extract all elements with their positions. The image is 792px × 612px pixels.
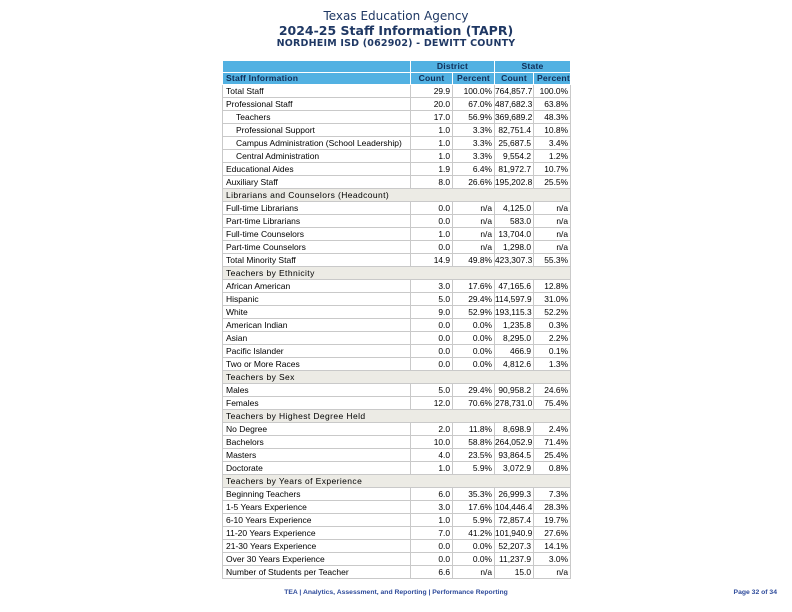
row-label: Teachers: [223, 111, 411, 124]
section-label: Teachers by Highest Degree Held: [223, 410, 571, 423]
section-label: Teachers by Years of Experience: [223, 475, 571, 488]
table-row: [223, 163, 571, 176]
row-label: Bachelors: [223, 436, 411, 449]
row-value: 29.4%: [453, 384, 495, 397]
row-value: 14.9: [411, 254, 453, 267]
row-value: 0.0%: [453, 358, 495, 371]
row-value: 104,446.4: [495, 502, 533, 512]
row-value: 195,202.8: [495, 177, 533, 187]
section-row: [223, 410, 571, 423]
row-value: 15.0: [495, 566, 534, 579]
table-row: [223, 85, 571, 98]
row-label: Asian: [223, 332, 411, 345]
row-value: 0.0%: [453, 553, 495, 566]
row-label: 21-30 Years Experience: [223, 540, 411, 553]
row-value: 583.0: [495, 215, 534, 228]
row-value: 7.0: [411, 527, 453, 540]
row-value: 13,704.0: [495, 228, 534, 241]
row-value: 31.0%: [534, 293, 571, 306]
row-value: 93,864.5: [495, 449, 534, 462]
row-value: 3.0%: [534, 553, 571, 566]
row-value: 90,958.2: [495, 384, 534, 397]
row-value: 27.6%: [534, 527, 571, 540]
state-group-header: State: [495, 61, 571, 73]
row-value: 5.0: [411, 384, 453, 397]
row-value: 3.0: [411, 280, 453, 293]
table-row: [223, 345, 571, 358]
row-value: n/a: [453, 228, 495, 241]
row-value: 2.4%: [534, 423, 571, 436]
table-row: [223, 98, 571, 111]
table-row: [223, 449, 571, 462]
table-row: [223, 514, 571, 527]
row-value: 14.1%: [534, 540, 571, 553]
table-row: [223, 566, 571, 579]
row-value: 17.6%: [453, 280, 495, 293]
table-row: [223, 228, 571, 241]
table-row: [223, 111, 571, 124]
row-value: 26.6%: [453, 176, 495, 189]
district-percent-header: Percent: [453, 73, 495, 85]
row-label: Pacific Islander: [223, 345, 411, 358]
row-value: n/a: [453, 215, 495, 228]
row-value: 41.2%: [453, 527, 495, 540]
row-value: 2.0: [411, 423, 453, 436]
row-value: 264,052.9: [495, 437, 533, 447]
table-row: [223, 501, 571, 514]
row-value: 1.0: [411, 150, 453, 163]
row-label: Total Minority Staff: [223, 254, 411, 267]
row-value: 10.8%: [534, 124, 571, 137]
table-row: [223, 202, 571, 215]
row-value: 114,597.9: [495, 294, 532, 304]
column-header-row: [223, 73, 571, 85]
row-value: 1,235.8: [495, 319, 534, 332]
row-value: 47,165.6: [495, 280, 534, 293]
row-value: 1.0: [411, 228, 453, 241]
row-value: 0.0: [411, 553, 453, 566]
row-value: 100.0%: [534, 85, 571, 98]
row-value: 29.9: [411, 85, 453, 98]
table-row: [223, 423, 571, 436]
row-value: n/a: [453, 202, 495, 215]
row-label: Central Administration: [223, 150, 411, 163]
table-row: [223, 124, 571, 137]
row-value: 5.0: [411, 293, 453, 306]
row-value: 81,972.7: [495, 163, 534, 176]
row-value: 0.0%: [453, 345, 495, 358]
row-value: 82,751.4: [495, 124, 534, 137]
footer-page-number: Page 32 of 34: [733, 589, 777, 596]
row-value: 1.9: [411, 163, 453, 176]
row-value: 9,554.2: [495, 150, 534, 163]
row-value: 0.0: [411, 319, 453, 332]
table-body: [223, 85, 571, 579]
row-value: 3.3%: [453, 124, 495, 137]
row-value: 25.4%: [534, 449, 571, 462]
row-label: 6-10 Years Experience: [223, 514, 411, 527]
row-value: 100.0%: [453, 85, 495, 98]
row-value: 0.0%: [453, 332, 495, 345]
row-label: Beginning Teachers: [223, 488, 411, 501]
row-value: 67.0%: [453, 98, 495, 111]
row-label: Campus Administration (School Leadership): [223, 137, 411, 150]
row-value: 11.8%: [453, 423, 495, 436]
row-value: 63.8%: [534, 98, 571, 111]
row-value: 26,999.3: [495, 488, 534, 501]
row-value: 487,682.3: [495, 99, 533, 109]
row-value: n/a: [534, 228, 571, 241]
table-row: [223, 332, 571, 345]
row-value: 9.0: [411, 306, 453, 319]
row-value: 0.0: [411, 215, 453, 228]
row-value: 101,940.9: [495, 528, 533, 538]
row-value: 11,237.9: [495, 553, 534, 566]
row-label: 11-20 Years Experience: [223, 527, 411, 540]
row-value: 0.0%: [453, 540, 495, 553]
group-header-row: [223, 61, 571, 73]
section-row: [223, 189, 571, 202]
row-value: 1.0: [411, 137, 453, 150]
row-value: 35.3%: [453, 488, 495, 501]
row-value: 764,857.7: [495, 86, 533, 96]
row-value: 52.9%: [453, 306, 495, 319]
row-value: 48.3%: [534, 111, 571, 124]
table-row: [223, 397, 571, 410]
row-label: No Degree: [223, 423, 411, 436]
row-value: 0.0: [411, 202, 453, 215]
section-label: Teachers by Ethnicity: [223, 267, 571, 280]
footer-department-text: TEA | Analytics, Assessment, and Reporting | Performance Reporting: [284, 589, 508, 596]
row-label: Masters: [223, 449, 411, 462]
staff-information-table: [222, 60, 571, 579]
row-value: 12.8%: [534, 280, 571, 293]
row-value: 24.6%: [534, 384, 571, 397]
row-value: 3.0: [411, 501, 453, 514]
row-value: 17.6%: [453, 501, 495, 514]
table-row: [223, 150, 571, 163]
district-count-header: Count: [411, 73, 453, 85]
row-label: Over 30 Years Experience: [223, 553, 411, 566]
table-row: [223, 384, 571, 397]
row-value: 55.3%: [534, 254, 571, 267]
row-value: 1,298.0: [495, 241, 534, 254]
row-value: 52.2%: [534, 306, 571, 319]
table-row: [223, 293, 571, 306]
row-value: 0.0: [411, 345, 453, 358]
row-value: 75.4%: [534, 397, 571, 410]
table-row: [223, 540, 571, 553]
row-value: 6.4%: [453, 163, 495, 176]
row-value: 369,689.2: [495, 112, 533, 122]
row-value: 3.3%: [453, 150, 495, 163]
row-value: 25.5%: [534, 176, 571, 189]
row-label: Two or More Races: [223, 358, 411, 371]
staff-information-header: Staff Information: [223, 73, 411, 85]
row-value: 7.3%: [534, 488, 571, 501]
row-label: White: [223, 306, 411, 319]
row-label: Total Staff: [223, 85, 411, 98]
row-value: 8.0: [411, 176, 453, 189]
row-label: Females: [223, 397, 411, 410]
row-value: 29.4%: [453, 293, 495, 306]
report-header: [0, 9, 792, 50]
row-label: Educational Aides: [223, 163, 411, 176]
row-label: Hispanic: [223, 293, 411, 306]
section-row: [223, 475, 571, 488]
row-value: 8,698.9: [495, 423, 534, 436]
row-value: 6.6: [411, 566, 453, 579]
row-value: 56.9%: [453, 111, 495, 124]
row-value: n/a: [534, 566, 571, 579]
table-row: [223, 254, 571, 267]
row-value: 0.8%: [534, 462, 571, 475]
row-label: Part-time Counselors: [223, 241, 411, 254]
row-value: 0.0: [411, 241, 453, 254]
row-value: 70.6%: [453, 397, 495, 410]
row-value: 0.0: [411, 358, 453, 371]
row-value: 3,072.9: [495, 462, 534, 475]
table-row: [223, 137, 571, 150]
row-value: 193,115.3: [495, 307, 532, 317]
row-value: 52,207.3: [495, 540, 534, 553]
row-label: African American: [223, 280, 411, 293]
agency-title: Texas Education Agency: [323, 9, 469, 23]
row-label: Part-time Librarians: [223, 215, 411, 228]
group-header-spacer: [223, 61, 411, 73]
row-value: 278,731.0: [495, 398, 533, 408]
row-value: 3.3%: [453, 137, 495, 150]
row-value: 10.7%: [534, 163, 571, 176]
section-label: Librarians and Counselors (Headcount): [223, 189, 571, 202]
row-value: 4,125.0: [495, 202, 534, 215]
row-value: 23.5%: [453, 449, 495, 462]
table-row: [223, 176, 571, 189]
table-row: [223, 306, 571, 319]
row-value: 3.4%: [534, 137, 571, 150]
row-value: 10.0: [411, 436, 453, 449]
row-value: 0.0: [411, 332, 453, 345]
section-row: [223, 267, 571, 280]
row-value: 72,857.4: [495, 514, 534, 527]
district-group-header: District: [411, 61, 495, 73]
row-value: 0.3%: [534, 319, 571, 332]
section-label: Teachers by Sex: [223, 371, 571, 384]
row-value: 1.3%: [534, 358, 571, 371]
report-title: 2024-25 Staff Information (TAPR): [278, 23, 514, 38]
state-count-header: Count: [495, 73, 534, 85]
row-label: Full-time Counselors: [223, 228, 411, 241]
row-value: 1.0: [411, 124, 453, 137]
row-label: Professional Support: [223, 124, 411, 137]
row-value: 71.4%: [534, 436, 571, 449]
row-value: 49.8%: [453, 254, 495, 267]
row-value: 4.0: [411, 449, 453, 462]
row-label: Full-time Librarians: [223, 202, 411, 215]
row-value: 6.0: [411, 488, 453, 501]
row-value: 19.7%: [534, 514, 571, 527]
table-row: [223, 319, 571, 332]
row-value: n/a: [534, 215, 571, 228]
row-label: American Indian: [223, 319, 411, 332]
row-value: 0.0%: [453, 319, 495, 332]
table-row: [223, 436, 571, 449]
row-label: Professional Staff: [223, 98, 411, 111]
row-value: 28.3%: [534, 501, 571, 514]
row-value: 58.8%: [453, 436, 495, 449]
row-label: Number of Students per Teacher: [223, 566, 411, 579]
table-row: [223, 215, 571, 228]
row-value: n/a: [453, 241, 495, 254]
row-value: 8,295.0: [495, 332, 534, 345]
row-value: 423,307.3: [495, 255, 533, 265]
table-row: [223, 527, 571, 540]
row-label: 1-5 Years Experience: [223, 501, 411, 514]
row-value: n/a: [534, 241, 571, 254]
row-value: 1.0: [411, 514, 453, 527]
table-row: [223, 358, 571, 371]
table-row: [223, 488, 571, 501]
row-value: n/a: [453, 566, 495, 579]
state-percent-header: Percent: [534, 73, 571, 85]
row-value: 20.0: [411, 98, 453, 111]
row-label: Auxiliary Staff: [223, 176, 411, 189]
row-value: 12.0: [411, 397, 453, 410]
row-label: Males: [223, 384, 411, 397]
row-value: 25,687.5: [495, 137, 534, 150]
row-value: 1.2%: [534, 150, 571, 163]
row-value: 1.0: [411, 462, 453, 475]
table-row: [223, 553, 571, 566]
row-value: 5.9%: [453, 462, 495, 475]
row-label: Doctorate: [223, 462, 411, 475]
row-value: 466.9: [495, 345, 534, 358]
row-value: 17.0: [411, 111, 453, 124]
row-value: n/a: [534, 202, 571, 215]
row-value: 2.2%: [534, 332, 571, 345]
table-row: [223, 280, 571, 293]
row-value: 5.9%: [453, 514, 495, 527]
row-value: 0.1%: [534, 345, 571, 358]
row-value: 4,812.6: [495, 358, 534, 371]
section-row: [223, 371, 571, 384]
table-row: [223, 462, 571, 475]
row-value: 0.0: [411, 540, 453, 553]
table-row: [223, 241, 571, 254]
district-subtitle: NORDHEIM ISD (062902) - DEWITT COUNTY: [276, 38, 516, 49]
